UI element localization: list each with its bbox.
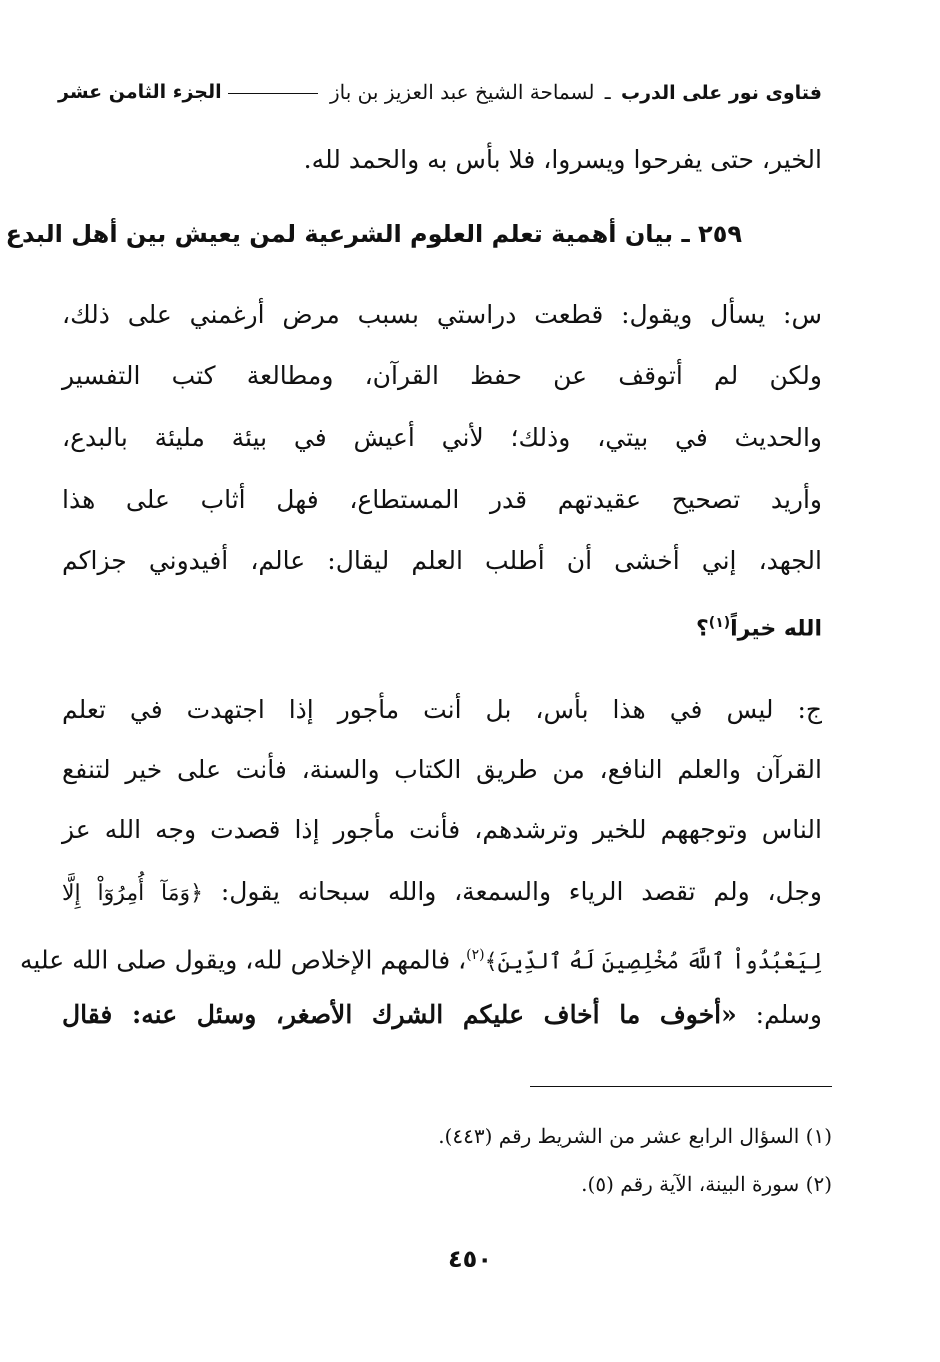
hadith-quote: «أخوف ما أخاف عليكم الشرك الأصغر، وسئل عنه: فقال [62, 1000, 737, 1029]
quran-verse-start: ﴿وَمَآ أُمِرُوٓاْ إِلَّا [62, 881, 204, 906]
answer-line-5 [20, 935, 822, 982]
footnote-2: (٢) سورة البينة، الآية رقم (٥). [581, 1172, 832, 1196]
answer-line-4 [62, 872, 822, 914]
answer-line-2: القرآن والعلم النافع، من طريق الكتاب والسنة، فأنت على خير لتنفع [62, 755, 822, 784]
question-line-2: ولكن لم أتوقف عن حفظ القرآن، ومطالعة كتب التفسير [62, 361, 822, 390]
page-number: ٤٥٠ [448, 1245, 492, 1273]
footnote-separator [530, 1086, 832, 1087]
author-name: لسماحة الشيخ عبد العزيز بن باز [330, 80, 595, 104]
volume-label: الجزء الثامن عشر [58, 81, 222, 103]
header-rule [228, 93, 318, 94]
question-mark: ؟ [696, 616, 709, 642]
header-dash: ـ [604, 80, 611, 104]
answer-line-3: الناس وتوجههم للخير وترشدهم، فأنت مأجور إذا قصدت وجه الله عز [62, 815, 822, 844]
question-line-3: والحديث في بيتي، وذلك؛ لأني أعيش في بيئة مليئة بالبدع، [62, 423, 822, 452]
question-line-6 [696, 603, 822, 649]
answer-text-4: وجل، ولم تقصد الرياء والسمعة، والله سبحانه يقول: [220, 877, 822, 906]
intro-line: الخير، حتى يفرحوا ويسروا، فلا بأس به والحمد لله. [303, 145, 822, 174]
footnote-1: (١) السؤال الرابع عشر من الشريط رقم (٤٤٣). [438, 1124, 832, 1148]
question-line-1: س: يسأل ويقول: قطعت دراستي بسبب مرض أرغمني على ذلك، [62, 300, 822, 329]
quran-verse-end: لِيَعْبُدُواْ ٱللَّهَ مُخْلِصِينَ لَهُ ٱلدِّينَ﴾ [484, 949, 822, 975]
answer-line-1: ج: ليس في هذا بأس، بل أنت مأجور إذا اجتهدت في تعلم [62, 695, 822, 724]
answer-line-6 [62, 995, 822, 1035]
question-line-5: الجهد، إني أخشى أن أطلب العلم ليقال: عالم، أفيدوني جزاكم [62, 546, 822, 575]
fatwa-heading: ٢٥٩ ـ بيان أهمية تعلم العلوم الشرعية لمن يعيش بين أهل البدع [5, 220, 742, 248]
answer-text-6: وسلم: [755, 1000, 822, 1029]
footnote-ref-1: (١) [708, 615, 731, 631]
book-title: فتاوى نور على الدرب [621, 82, 822, 104]
question-line-4: وأريد تصحيح عقيدتهم قدر المستطاع، فهل أثاب على هذا [62, 485, 822, 514]
running-header [58, 80, 822, 104]
answer-text-5: ، فالمهم الإخلاص لله، ويقول صلى الله عليه [20, 945, 467, 975]
footnote-ref-2: (٢) [466, 947, 485, 963]
question-closing: الله خيراً [730, 616, 822, 642]
header-left-group [222, 80, 822, 104]
